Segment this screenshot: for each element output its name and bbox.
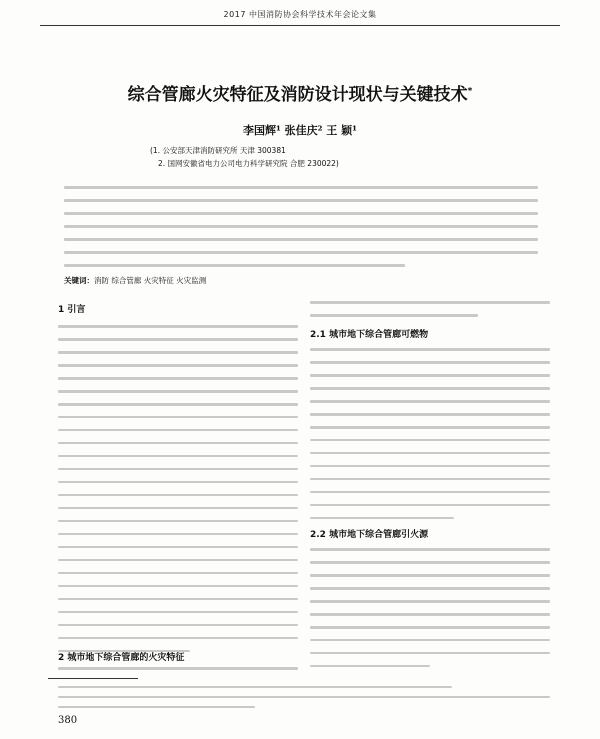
keywords-label: 关键词： bbox=[64, 276, 94, 285]
body-line bbox=[310, 491, 550, 494]
footnote-block bbox=[58, 686, 550, 718]
page-number: 380 bbox=[58, 715, 78, 726]
body-line bbox=[310, 639, 550, 642]
body-line bbox=[58, 598, 298, 601]
body-line bbox=[310, 348, 550, 351]
running-header: 2017 中国消防协会科学技术年会论文集 bbox=[223, 10, 377, 19]
body-line bbox=[310, 465, 550, 468]
body-line bbox=[58, 481, 298, 484]
footnote-line bbox=[58, 706, 255, 708]
right-column-text-3 bbox=[310, 548, 550, 678]
body-line bbox=[58, 572, 298, 575]
body-line bbox=[58, 624, 298, 627]
body-line bbox=[310, 374, 550, 377]
body-line bbox=[310, 548, 550, 551]
body-line bbox=[58, 546, 298, 549]
body-line bbox=[58, 637, 298, 640]
right-column-text-2 bbox=[310, 348, 550, 530]
body-line bbox=[310, 452, 550, 455]
footnote-line bbox=[58, 686, 452, 688]
body-line bbox=[58, 611, 298, 614]
title-footnote-mark: * bbox=[467, 86, 473, 97]
body-line bbox=[58, 667, 298, 670]
section-heading-2-1: 2.1 城市地下综合管廊可燃物 bbox=[310, 330, 429, 340]
affiliation-1: (1. 公安部天津消防研究所 天津 300381 bbox=[150, 146, 286, 155]
abstract-line bbox=[64, 199, 538, 202]
body-line bbox=[58, 351, 298, 354]
right-column-text-1 bbox=[310, 301, 550, 327]
authors: 李国辉¹ 张佳庆² 王 颖¹ bbox=[243, 124, 357, 137]
body-line bbox=[310, 400, 550, 403]
body-line bbox=[58, 377, 298, 380]
body-line bbox=[58, 390, 298, 393]
abstract-line bbox=[64, 212, 538, 215]
abstract-line bbox=[64, 225, 538, 228]
body-line bbox=[58, 559, 298, 562]
body-line bbox=[58, 455, 298, 458]
body-line bbox=[58, 429, 298, 432]
affiliation-2: 2. 国网安徽省电力公司电力科学研究院 合肥 230022) bbox=[158, 159, 339, 168]
body-line bbox=[310, 574, 550, 577]
body-line bbox=[310, 626, 550, 629]
body-line bbox=[310, 587, 550, 590]
body-line bbox=[58, 520, 298, 523]
abstract-line bbox=[64, 186, 538, 189]
footnote-line bbox=[58, 696, 550, 698]
body-line bbox=[310, 504, 550, 507]
body-line bbox=[310, 478, 550, 481]
body-line bbox=[58, 494, 298, 497]
body-line bbox=[58, 403, 298, 406]
keywords-text: 消防 综合管廊 火灾特征 火灾监测 bbox=[94, 276, 207, 285]
footnote-rule bbox=[48, 678, 138, 679]
left-column-text-1 bbox=[58, 325, 298, 663]
body-line bbox=[58, 416, 298, 419]
body-line bbox=[58, 325, 298, 328]
body-line bbox=[310, 426, 550, 429]
body-line bbox=[310, 387, 550, 390]
body-line bbox=[310, 413, 550, 416]
body-line bbox=[58, 338, 298, 341]
header-rule bbox=[40, 25, 560, 26]
body-line bbox=[58, 442, 298, 445]
abstract-line bbox=[64, 251, 538, 254]
body-line bbox=[58, 533, 298, 536]
body-line bbox=[310, 613, 550, 616]
body-line bbox=[58, 468, 298, 471]
body-line bbox=[310, 439, 550, 442]
page-title bbox=[0, 80, 600, 105]
body-line bbox=[58, 585, 298, 588]
body-line bbox=[310, 314, 478, 317]
section-heading-2-2: 2.2 城市地下综合管廊引火源 bbox=[310, 530, 429, 540]
body-line bbox=[310, 652, 550, 655]
abstract-line bbox=[64, 238, 538, 241]
section-heading-2: 2 城市地下综合管廊的火灾特征 bbox=[58, 653, 185, 663]
abstract-line bbox=[64, 264, 405, 267]
section-heading-1: 1 引言 bbox=[58, 305, 86, 315]
body-line bbox=[310, 361, 550, 364]
abstract-block bbox=[64, 186, 538, 277]
body-line bbox=[310, 600, 550, 603]
body-line bbox=[310, 301, 550, 304]
body-line bbox=[310, 665, 430, 668]
body-line bbox=[310, 561, 550, 564]
keywords bbox=[64, 275, 206, 286]
title-text: 综合管廊火灾特征及消防设计现状与关键技术 bbox=[127, 85, 468, 105]
body-line bbox=[310, 517, 454, 520]
body-line bbox=[58, 507, 298, 510]
body-line bbox=[58, 364, 298, 367]
